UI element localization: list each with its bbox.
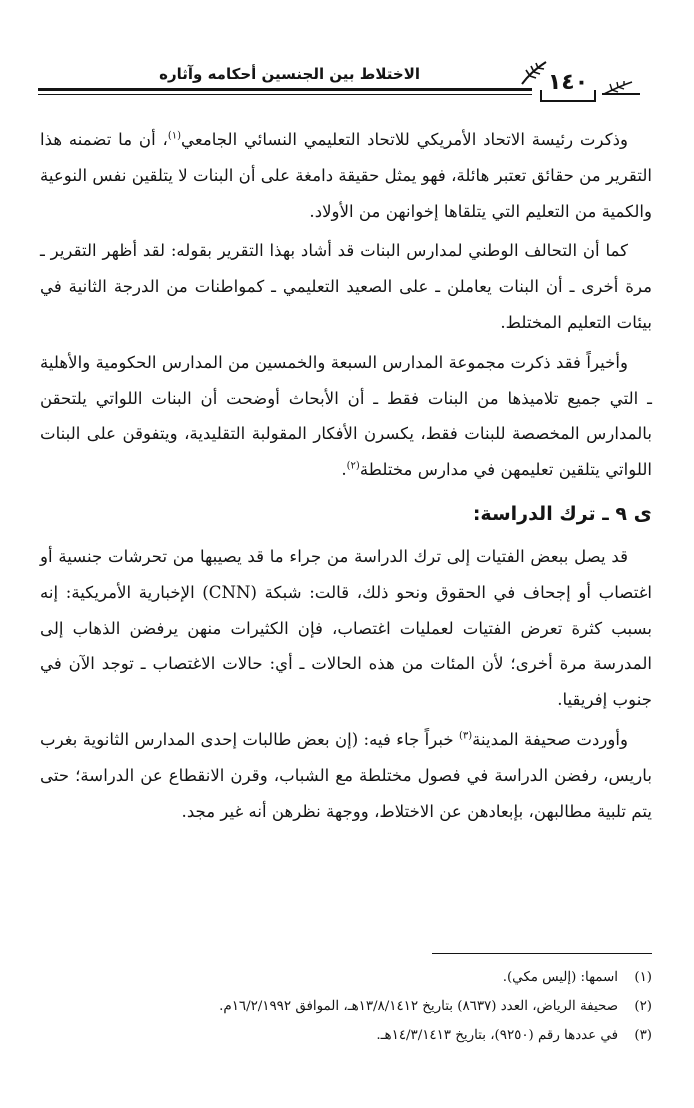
footnote-number: (٣) (634, 1028, 652, 1043)
paragraph-3 (40, 345, 652, 488)
leaf-ornament-icon (600, 80, 642, 98)
header-rule-thin (38, 94, 532, 95)
section-bullet-icon: ى (633, 500, 652, 525)
footnote-number: (١) (634, 970, 652, 985)
footnote-text: في عددها رقم (٩٢٥٠)، بتاريخ ١٤/٣/١٤١٣هـ. (376, 1028, 618, 1043)
footnote-ref-2: (٢) (346, 460, 360, 472)
section-title: ٩ ـ ترك الدراسة: (472, 502, 628, 525)
page-number-frame (536, 62, 600, 104)
paragraph-1 (40, 122, 652, 229)
running-title: الاختلاط بين الجنسين أحكامه وآثاره (159, 65, 420, 83)
footnote-text: اسمها: (إليس مكي). (502, 970, 618, 985)
paragraph-1-text-a: وذكرت رئيسة الاتحاد الأمريكي للاتحاد التعليمي النسائي الجامعي (181, 130, 628, 149)
paragraph-5-text-b: خبراً جاء فيه: (إن بعض طالبات إحدى المدارس الثانوية بغرب باريس، رفضن الدراسة في فصول مختلطة مع الشباب، وقرن الانقطاع عن الدراسة؛ حتى يتم تلبية مطالبهن، بإبعادهن عن الاختلاط، ووجهة نظرهن أنه غير مجد. (40, 729, 652, 821)
paragraph-1-text-b: ، أن ما تضمنه هذا التقرير من حقائق تعتبر هائلة، فهو يمثل حقيقة دامغة على أن البنات لا يتلقين نفس النوعية والكمية من التعليم التي يتلقاها إخوانهن من الأولاد. (40, 130, 652, 221)
paragraph-2: كما أن التحالف الوطني لمدارس البنات قد أشاد بهذا التقرير بقوله: لقد أظهر التقرير ـ مرة أخرى ـ أن البنات يعاملن ـ على الصعيد التعليمي ـ كمواطنات من الدرجة الثانية في بيئات التعليم المختلط. (40, 241, 652, 332)
footnotes (40, 963, 652, 1050)
footnote-text: صحيفة الرياض، العدد (٨٦٣٧) بتاريخ ١٣/٨/١٤١٢هـ، الموافق ١٦/٢/١٩٩٢م. (219, 999, 618, 1014)
paragraph-4: قد يصل ببعض الفتيات إلى ترك الدراسة من جراء ما قد يصيبها من تحرشات جنسية أو اغتصاب أو إجحاف في الحقوق ونحو ذلك، قالت: شبكة (CNN) الإخبارية الأمريكية: إنه بسبب كثرة تعرض الفتيات لعمليات اغتصاب، فإن الكثيرات منهن يرفضن الذهاب إلى المدرسة مرة أخرى؛ لأن المئات من هذه الحالات ـ أي: حالات الاغتصاب ـ توجد الآن في جنوب إفريقيا. (40, 546, 652, 710)
footnote-ref-3: (٣) (458, 730, 473, 742)
page-number-bracket (540, 90, 596, 102)
footnote-3 (40, 1021, 652, 1050)
section-heading (40, 494, 652, 533)
page-number: ١٤٠ (547, 70, 589, 95)
footnote-ref-1: (١) (167, 130, 182, 142)
footnote-2 (40, 992, 652, 1021)
paragraph-3-text: وأخيراً فقد ذكرت مجموعة المدارس السبعة والخمسين من المدارس الحكومية والأهلية ـ التي جميع تلاميذها من البنات فقط ـ أن الأبحاث أوضحت أن البنات اللواتي يلتحقن بالمدارس المخصصة للبنات فقط، يكسرن الأفكار المقولبة التقليدية، ويتفوقن على البنات اللواتي يتلقين تعليمهن في مدارس مختلطة (40, 352, 652, 480)
paragraph-5 (40, 722, 652, 829)
footnote-1 (40, 963, 652, 992)
footnote-number: (٢) (634, 999, 652, 1014)
paragraph-3-end: . (341, 460, 347, 480)
header-rule-thick (38, 88, 532, 91)
footnote-separator (432, 953, 652, 954)
main-text (40, 122, 652, 833)
paragraph-5-text-a: وأوردت صحيفة المدينة (472, 729, 628, 749)
